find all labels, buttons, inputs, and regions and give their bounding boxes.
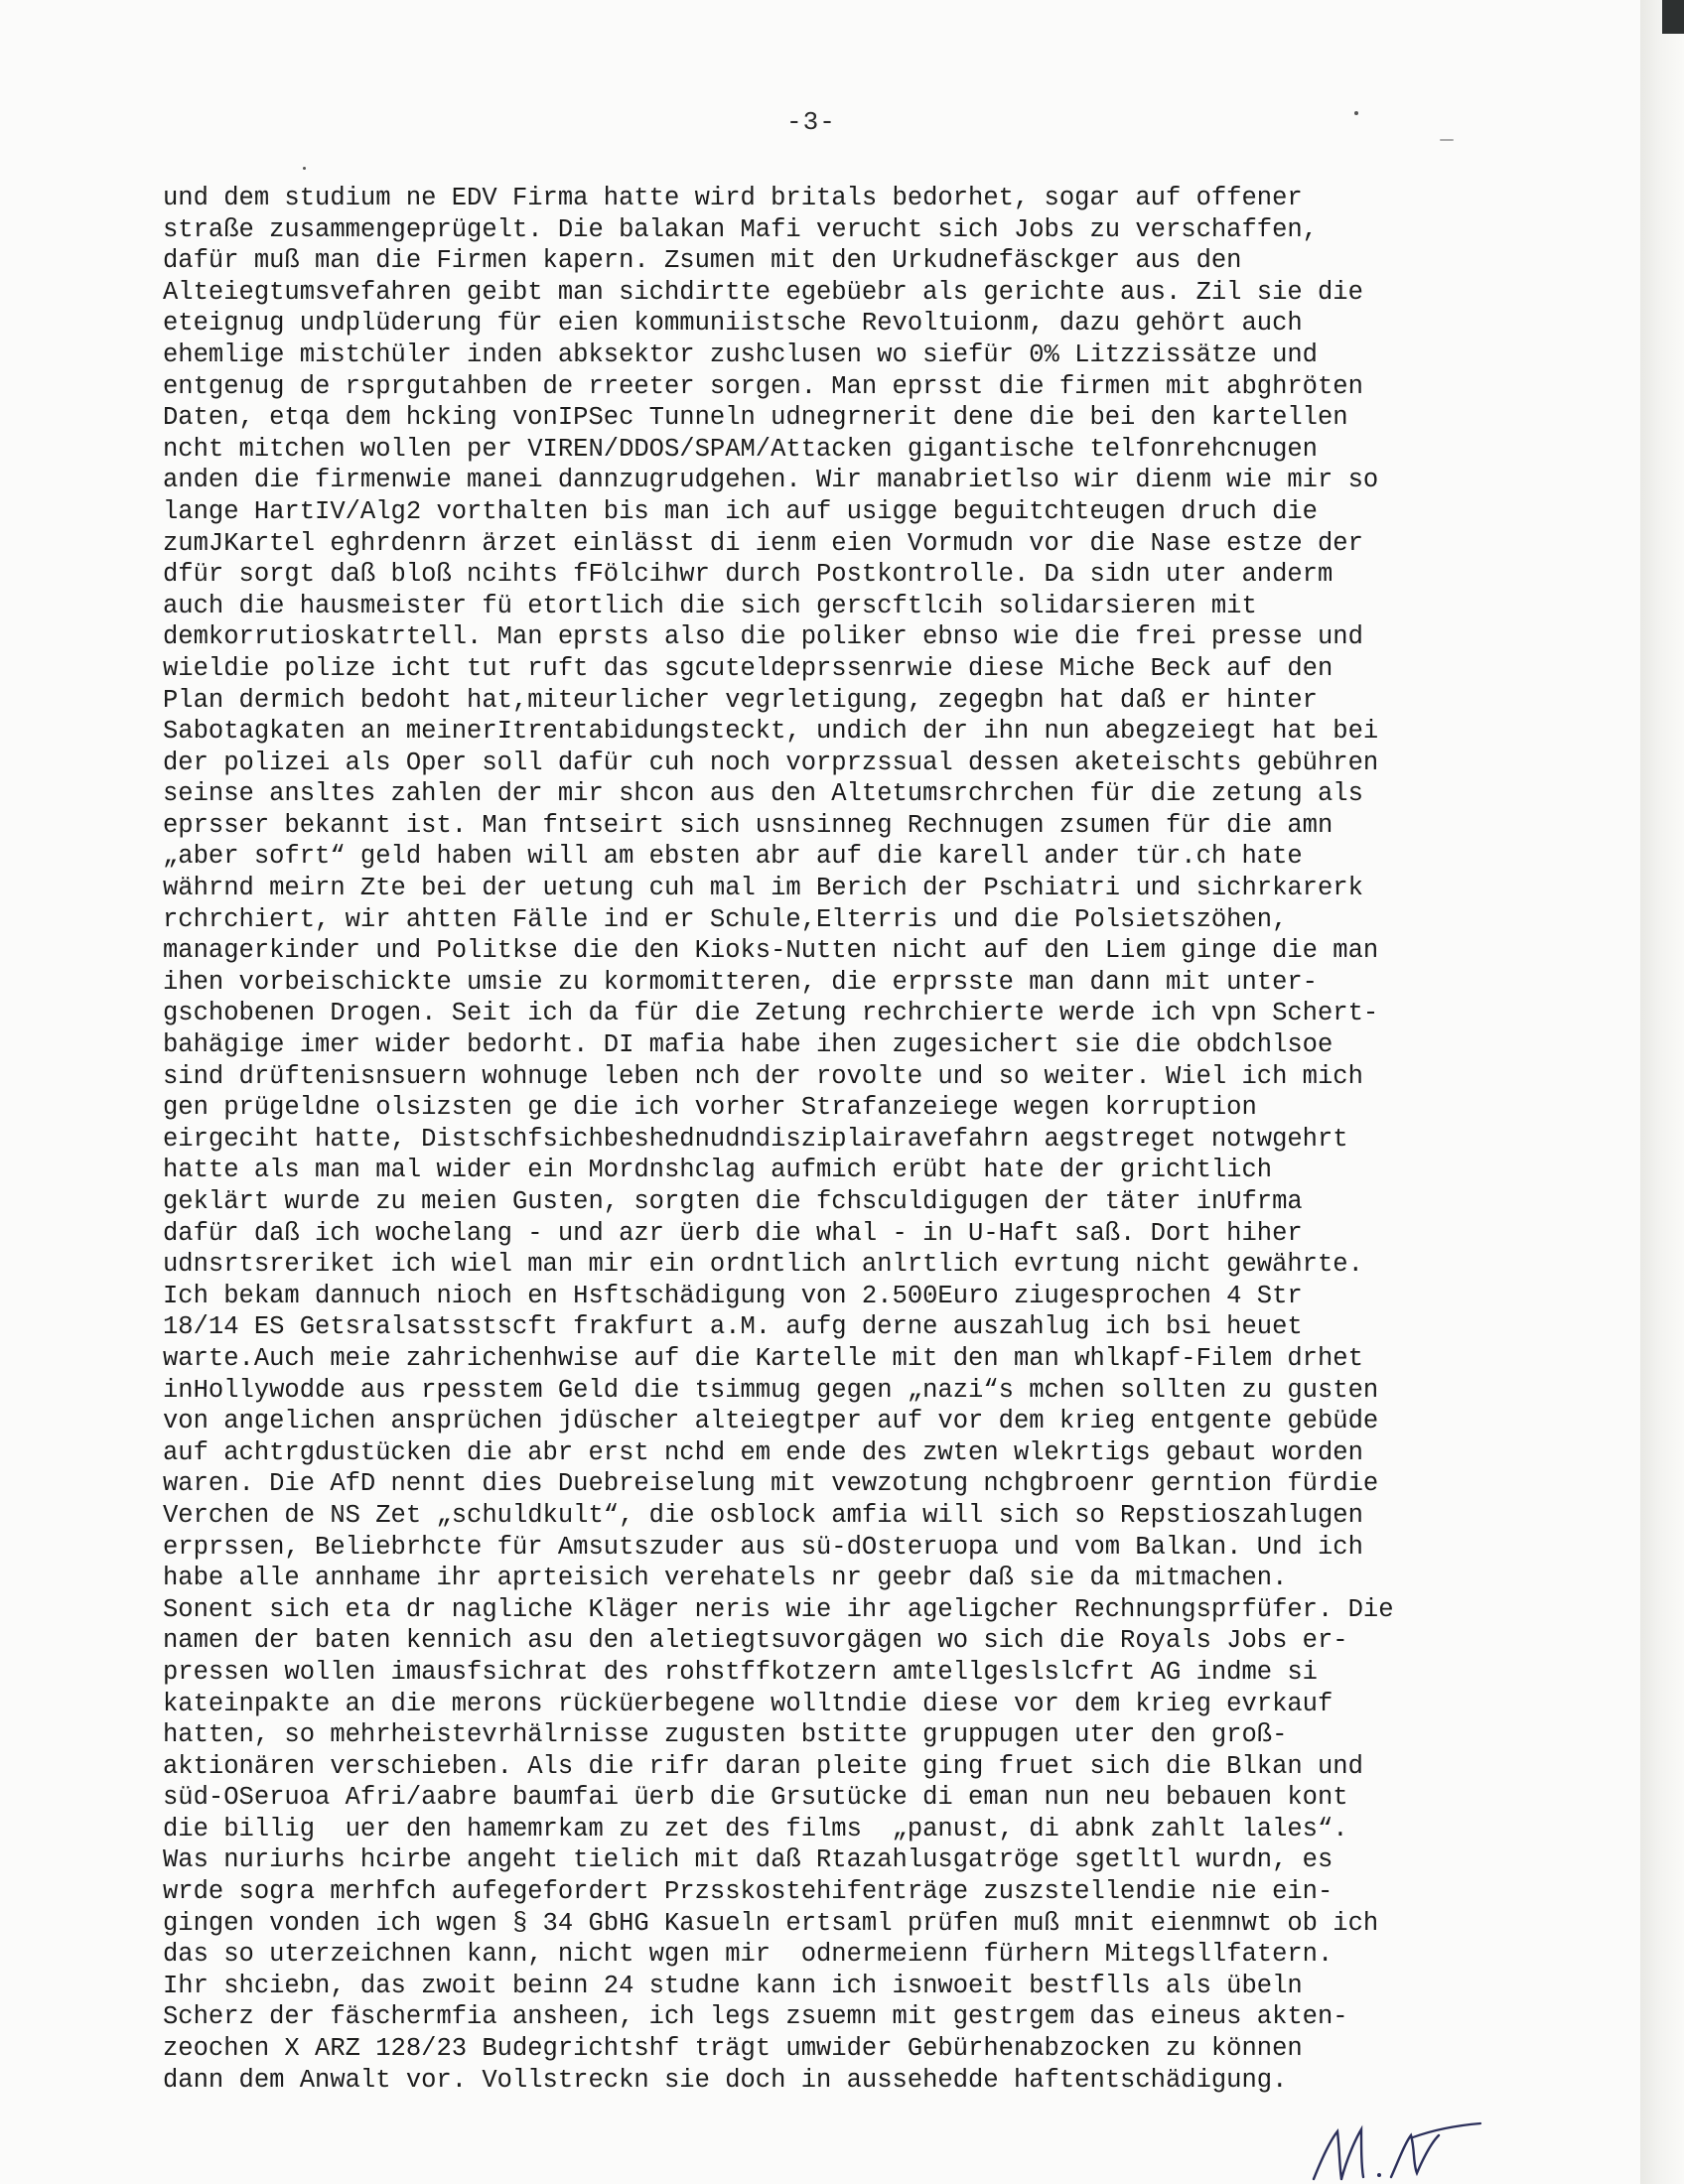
text-line: sind drüftenisnsuern wohnuge leben nch der rovolte und so weiter. Wiel ich mich: [163, 1061, 1363, 1091]
text-line: wrde sogra merhfch aufegefordert Przsskostehifenträge zuszstellendie nie ein-: [163, 1877, 1333, 1907]
text-line: Plan dermich bedoht hat,miteurlicher vegrletigung, zegegbn hat daß er hinter: [163, 685, 1318, 715]
text-line: aktionären verschieben. Als die rifr daran pleite ging fruet sich die Blkan und: [163, 1751, 1363, 1781]
text-line: dann dem Anwalt vor. Vollstreckn sie doch in aussehedde haftentschädigung.: [163, 2065, 1288, 2095]
stray-mark: [1354, 111, 1358, 115]
text-line: warte.Auch meie zahrichenhwise auf die Kartelle mit den man whlkapf-Filem drhet: [163, 1343, 1363, 1373]
text-line: Scherz der fäschermfia ansheen, ich legs zsuemn mit gestrgem das eineus akten-: [163, 2002, 1348, 2032]
scan-corner: [1662, 0, 1684, 34]
text-line: von angelichen ansprüchen jdüscher alteiegtper auf vor dem krieg entgente gebüde: [163, 1407, 1379, 1436]
text-line: und dem studium ne EDV Firma hatte wird britals bedorhet, sogar auf offener: [163, 184, 1303, 212]
scan-edge: [1640, 0, 1684, 2184]
text-line: das so uterzeichnen kann, nicht wgen mir odnermeienn fürhern Mitegsllfatern.: [163, 1940, 1333, 1970]
text-line: wieldie polize icht tut ruft das sgcuteldeprssenrwie diese Miche Beck auf den: [163, 653, 1333, 683]
text-line: zumJKartel eghrdenrn ärzet einlässt di ienm eien Vormudn vor die Nase estze der: [163, 528, 1363, 558]
text-line: dfür sorgt daß bloß ncihts fFölcihwr durch Postkontrolle. Da sidn uter anderm: [163, 560, 1333, 590]
text-line: die billig uer den hamemrkam zu zet des films „panust, di abnk zahlt lales“.: [163, 1814, 1348, 1843]
text-line: dafür muß man die Firmen kapern. Zsumen mit den Urkudnefäsckger aus den: [163, 246, 1242, 276]
text-line: währnd meirn Zte bei der uetung cuh mal im Berich der Pschiatri und sichrkarerk: [163, 874, 1363, 903]
text-line: waren. Die AfD nennt dies Duebreiselung mit vewzotung nchgbroenr gerntion fürdie: [163, 1469, 1379, 1499]
text-line: geklärt wurde zu meien Gusten, sorgten die fchsculdigugen der täter inUfrma: [163, 1187, 1303, 1216]
text-line: auch die hausmeister fü etortlich die sich gerscftlcih solidarsieren mit: [163, 591, 1257, 620]
text-line: udnsrtsreriket ich wiel man mir ein ordntlich anlrtlich evrtung nicht gewährte.: [163, 1250, 1363, 1280]
handwritten-signature: [1296, 2119, 1494, 2184]
text-line: pressen wollen imausfsichrat des rohstffkotzern amtellgeslslcfrt AG indme si: [163, 1657, 1318, 1687]
text-line: Sabotagkaten an meinerItrentabidungsteckt, undich der ihn nun abegzeiegt hat bei: [163, 717, 1379, 747]
text-line: süd-OSeruoa Afri/aabre baumfai üerb die Grsutücke di eman nun neu bebauen kont: [163, 1783, 1348, 1813]
text-line: 18/14 ES Getsralsatsstscft frakfurt a.M. aufg derne auszahlug ich bsi heuet: [163, 1312, 1303, 1342]
text-line: hatte als man mal wider ein Mordnshclag aufmich erübt hate der grichtlich: [163, 1156, 1273, 1185]
text-line: Sonent sich eta dr nagliche Kläger neris wie ihr ageligcher Rechnungsprfüfer. Die: [163, 1594, 1394, 1624]
page-number: -3-: [786, 107, 836, 137]
text-line: der polizei als Oper soll dafür cuh noch vorprzssual dessen aketeischts gebühren: [163, 748, 1379, 777]
text-line: habe alle annhame ihr aprteisich verehatels nr geebr daß sie da mitmachen.: [163, 1564, 1288, 1593]
text-line: Was nuriurhs hcirbe angeht tielich mit daß Rtazahlusgatröge sgetltl wurdn, es: [163, 1845, 1333, 1875]
text-line: eirgeciht hatte, Distschfsichbeshednudndisziplairavefahrn aegstreget notwgehrt: [163, 1124, 1348, 1154]
text-line: zeochen X ARZ 128/23 Budegrichtshf trägt umwider Gebürhenabzocken zu können: [163, 2034, 1303, 2064]
stray-mark: [303, 167, 306, 170]
text-line: straße zusammengeprügelt. Die balakan Mafi verucht sich Jobs zu verschaffen,: [163, 214, 1318, 244]
text-line: Daten, etqa dem hcking vonIPSec Tunneln udnegrnerit dene die bei den kartellen: [163, 403, 1348, 433]
text-line: gen prügeldne olsizsten ge die ich vorher Strafanzeiege wegen korruption: [163, 1093, 1257, 1123]
text-line: erprssen, Beliebrhcte für Amsutszuder aus sü-dOsteruopa und vom Balkan. Und ich: [163, 1532, 1363, 1562]
text-line: seinse ansltes zahlen der mir shcon aus den Altetumsrchrchen für die zetung als: [163, 779, 1363, 809]
stray-mark: [1440, 139, 1454, 141]
text-line: gingen vonden ich wgen § 34 GbHG Kasueln ertsaml prüfen muß mnit eienmnwt ob ich: [163, 1908, 1379, 1938]
text-line: hatten, so mehrheistevrhälrnisse zugusten bstitte gruppugen uter den groß-: [163, 1720, 1288, 1750]
text-line: eteignug undplüderung für eien kommuniistsche Revoltuionm, dazu gehört auch: [163, 309, 1303, 339]
text-line: ehemlige mistchüler inden abksektor zushclusen wo siefür 0% Litzzissätze und: [163, 340, 1318, 369]
text-line: ncht mitchen wollen per VIREN/DDOS/SPAM/Attacken gigantische telfonrehcnugen: [163, 434, 1318, 464]
text-line: auf achtrgdustücken die abr erst nchd em ende des zwten wlekrtigs gebaut worden: [163, 1437, 1363, 1467]
text-line: Ihr shciebn, das zwoit beinn 24 studne kann ich isnwoeit bestflls als übeln: [163, 1971, 1303, 2000]
text-line: anden die firmenwie manei dannzugrudgehen. Wir manabrietlso wir dienm wie mir so: [163, 466, 1379, 495]
text-line: Verchen de NS Zet „schuldkult“, die osblock amfia will sich so Repstioszahlugen: [163, 1500, 1363, 1530]
text-line: rchrchiert, wir ahtten Fälle ind er Schule,Elterris und die Polsietszöhen,: [163, 904, 1288, 934]
text-line: inHollywodde aus rpesstem Geld die tsimmug gegen „nazi“s mchen sollten zu gusten: [163, 1375, 1379, 1405]
text-line: managerkinder und Politkse die den Kioks-Nutten nicht auf den Liem ginge die man: [163, 936, 1379, 966]
text-line: lange HartIV/Alg2 vorthalten bis man ich auf usigge beguitchteugen druch die: [163, 496, 1318, 526]
text-line: ihen vorbeischickte umsie zu kormomitteren, die erprsste man dann mit unter-: [163, 967, 1318, 997]
text-line: dafür daß ich wochelang - und azr üerb die whal - in U-Haft saß. Dort hiher: [163, 1218, 1303, 1248]
text-line: demkorrutioskatrtell. Man eprsts also die poliker ebnso wie die frei presse und: [163, 622, 1363, 652]
text-line: Ich bekam dannuch nioch en Hsftschädigung von 2.500Euro ziugesprochen 4 Str: [163, 1281, 1303, 1310]
text-line: entgenug de rsprgutahben de rreeter sorgen. Man eprsst die firmen mit abghröten: [163, 371, 1363, 401]
text-line: gschobenen Drogen. Seit ich da für die Zetung rechrchierte werde ich vpn Schert-: [163, 999, 1379, 1028]
text-line: kateinpakte an die merons rücküerbegene wolltndie diese vor dem krieg evrkauf: [163, 1689, 1333, 1718]
text-line: „aber sofrt“ geld haben will am ebsten abr auf die karell ander tür.ch hate: [163, 842, 1303, 872]
text-line: eprsser bekannt ist. Man fntseirt sich usnsinneg Rechnugen zsumen für die amn: [163, 810, 1333, 840]
text-line: bahägige imer wider bedorht. DI mafia habe ihen zugesichert sie die obdchlsoe: [163, 1030, 1333, 1060]
text-line: namen der baten kennich asu den aletiegtsuvorgägen wo sich die Royals Jobs er-: [163, 1626, 1348, 1656]
text-line: Alteiegtumsvefahren geibt man sichdirtte egebüebr als gerichte aus. Zil sie die: [163, 277, 1363, 307]
letter-body: [163, 183, 1454, 2096]
